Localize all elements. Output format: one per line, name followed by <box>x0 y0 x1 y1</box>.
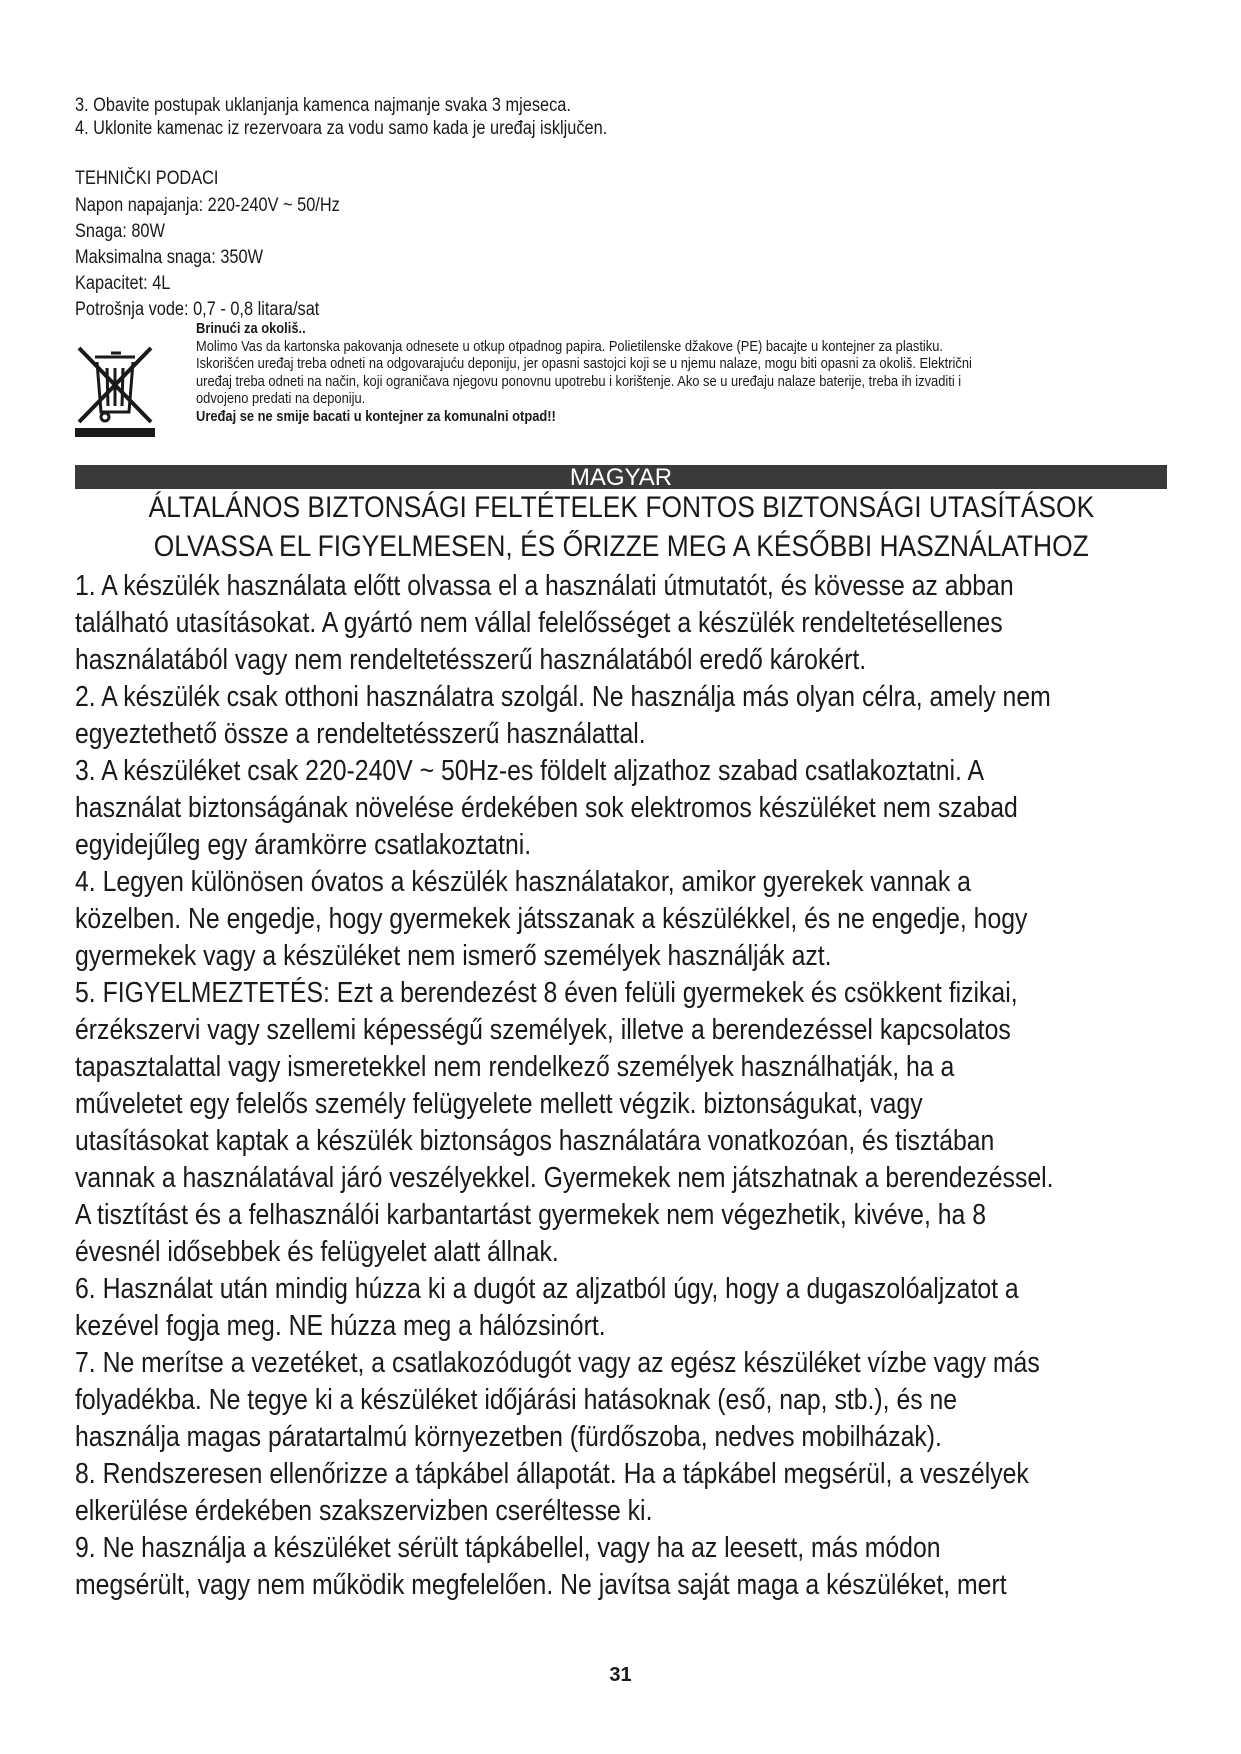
descaling-step-3: 3. Obavite postupak uklanjanja kamenca najmanje svaka 3 mjeseca. <box>75 95 571 116</box>
body-line: A tisztítást és a felhasználói karbantartást gyermekek nem végezhetik, kivéve, ha 8 <box>75 1199 986 1231</box>
environment-line: Molimo Vas da kartonska pakovanja odnesete u otkup otpadnog papira. Polietilenske džakove (PE) bacajte u kontejner za plastiku. <box>196 337 943 355</box>
spec-power: Snaga: 80W <box>75 221 165 242</box>
body-line: 5. FIGYELMEZTETÉS: Ezt a berendezést 8 éven felüli gyermekek és csökkent fizikai, <box>75 977 1018 1009</box>
body-line: vannak a használatával járó veszélyekkel. Gyermekek nem játszhatnak a berendezéssel. <box>75 1162 1054 1194</box>
body-line: 6. Használat után mindig húzza ki a dugót az aljzatból úgy, hogy a dugaszolóaljzatot a <box>75 1273 1019 1305</box>
body-line: folyadékba. Ne tegye ki a készüléket időjárási hatásoknak (eső, nap, stb.), és ne <box>75 1384 958 1416</box>
body-line: 2. A készülék csak otthoni használatra szolgál. Ne használja más olyan célra, amely nem <box>75 681 1051 713</box>
body-line: gyermekek vagy a készüléket nem ismerő személyek használják azt. <box>75 940 832 972</box>
body-line: 4. Legyen különösen óvatos a készülék használatakor, amikor gyerekek vannak a <box>75 866 971 898</box>
body-line: 8. Rendszeresen ellenőrizze a tápkábel állapotát. Ha a tápkábel megsérül, a veszélyek <box>75 1458 1029 1490</box>
body-line: 3. A készüléket csak 220-240V ~ 50Hz-es földelt aljzathoz szabad csatlakoztatni. A <box>75 755 984 787</box>
safety-instructions <box>75 568 1187 1604</box>
spec-voltage: Napon napajanja: 220-240V ~ 50/Hz <box>75 195 340 216</box>
body-line: használja magas páratartalmú környezetben (fürdőszoba, nedves mobilházak). <box>75 1421 942 1453</box>
environment-warning: Uređaj se ne smije bacati u kontejner za komunalni otpad!! <box>196 407 556 425</box>
body-line: tapasztalattal vagy ismeretekkel nem rendelkező személyek használhatják, ha a <box>75 1051 955 1083</box>
environment-text <box>196 320 1142 425</box>
spec-water-consumption: Potrošnja vode: 0,7 - 0,8 litara/sat <box>75 299 320 320</box>
body-line: utasításokat kaptak a készülék biztonságos használatára vonatkozóan, és tisztában <box>75 1125 995 1157</box>
spec-capacity: Kapacitet: 4L <box>75 273 171 294</box>
safety-heading-text: ÁLTALÁNOS BIZTONSÁGI FELTÉTELEK FONTOS BIZTONSÁGI UTASÍTÁSOK <box>148 491 1094 524</box>
read-carefully-heading <box>75 529 1167 565</box>
environment-line: uređaj treba odneti na način, koji ograničava njegovu ponovnu upotrebu i korištenje. Ako se u uređaju nalaze baterije, treba ih izvaditi i <box>196 372 962 390</box>
body-line: egyidejűleg egy áramkörre csatlakoztatni. <box>75 829 532 861</box>
descaling-step-4: 4. Uklonite kamenac iz rezervoara za vodu samo kada je uređaj isključen. <box>75 118 608 139</box>
body-line: 7. Ne merítse a vezetéket, a csatlakozódugót vagy az egész készüléket vízbe vagy más <box>75 1347 1040 1379</box>
page-number: 31 <box>609 1664 632 1686</box>
body-line: kezével fogja meg. NE húzza meg a hálózsinórt. <box>75 1310 606 1342</box>
body-line: 9. Ne használja a készüléket sérült tápkábellel, vagy ha az leesett, más módon <box>75 1532 941 1564</box>
crossed-bin-icon <box>75 344 155 439</box>
body-line: érzékszervi vagy szellemi képességű személyek, illetve a berendezéssel kapcsolatos <box>75 1014 1011 1046</box>
body-line: megsérült, vagy nem működik megfelelően. Ne javítsa saját maga a készüléket, mert <box>75 1569 1007 1601</box>
body-line: használat biztonságának növelése érdekében sok elektromos készüléket nem szabad <box>75 792 1018 824</box>
safety-heading <box>75 490 1167 526</box>
body-line: műveletet egy felelős személy felügyelete mellett végzik. biztonságukat, vagy <box>75 1088 923 1120</box>
specs-title: TEHNIČKI PODACI <box>75 168 219 189</box>
environment-notice <box>75 320 1135 450</box>
language-section-bar: MAGYAR <box>75 465 1167 489</box>
body-line: egyeztethető össze a rendeltetésszerű használattal. <box>75 718 646 750</box>
body-line: 1. A készülék használata előtt olvassa el a használati útmutatót, és kövesse az abban <box>75 570 1014 602</box>
body-line: közelben. Ne engedje, hogy gyermekek játsszanak a készülékkel, és ne engedje, hogy <box>75 903 1028 935</box>
environment-line: odvojeno predati na deponiju. <box>196 390 366 407</box>
body-line: évesnél idősebbek és felügyelet alatt állnak. <box>75 1236 559 1268</box>
body-line: használatából vagy nem rendeltetésszerű használatából eredő károkért. <box>75 644 867 676</box>
read-carefully-heading-text: OLVASSA EL FIGYELMESEN, ÉS ŐRIZZE MEG A KÉSŐBBI HASZNÁLATHOZ <box>153 530 1089 563</box>
body-line: elkerülése érdekében szakszervizben cseréltesse ki. <box>75 1495 653 1527</box>
spec-max-power: Maksimalna snaga: 350W <box>75 247 264 268</box>
environment-title: Brinući za okoliš.. <box>196 320 306 337</box>
body-line: található utasításokat. A gyártó nem vállal felelősséget a készülék rendeltetésellenes <box>75 607 1003 639</box>
environment-line: Iskorišćen uređaj treba odneti na odgovarajuću deponiju, jer opasni sastojci koji se u njemu nalaze, mogu biti opasni za okoliš. Električni <box>196 355 972 372</box>
